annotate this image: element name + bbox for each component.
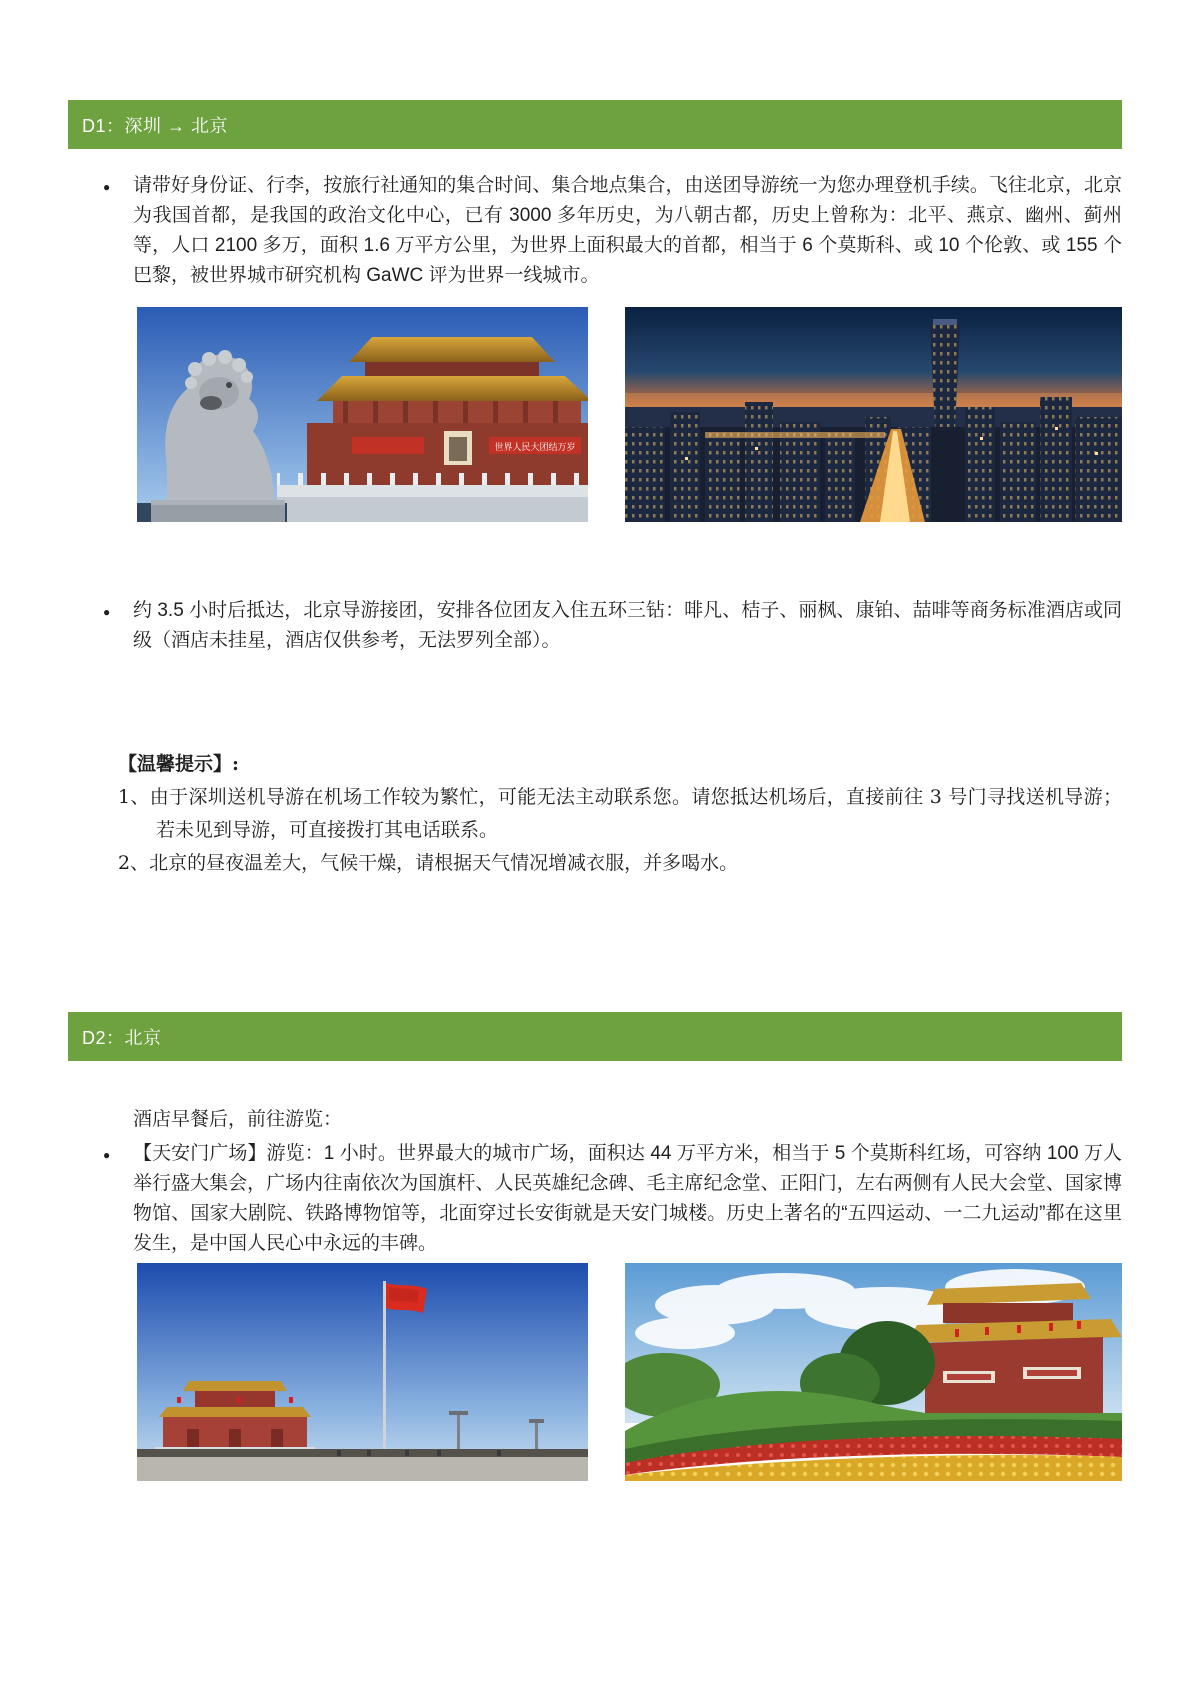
d1-arrival-bullet bbox=[103, 596, 1122, 656]
day-section-d1 bbox=[68, 100, 1122, 880]
tiananmen-flowers-photo bbox=[625, 1263, 1122, 1481]
d1-tips-block bbox=[118, 748, 1122, 880]
d1-flight-bullet bbox=[103, 171, 1122, 291]
tiananmen-lion-photo bbox=[137, 307, 588, 522]
bullet-icon: ● bbox=[103, 605, 111, 619]
tips-title: 【温馨提示】: bbox=[118, 753, 240, 775]
d2-photo-row bbox=[137, 1263, 1122, 1481]
d2-intro-text: 酒店早餐后，前往游览： bbox=[133, 1109, 343, 1130]
d1-header-bar bbox=[68, 100, 1122, 149]
d2-header-label: D2：北京 bbox=[82, 1027, 162, 1048]
tip-item-2: 2、北京的昼夜温差大，气候干燥，请根据天气情况增减衣服，并多喝水。 bbox=[118, 852, 739, 874]
page-content bbox=[68, 100, 1122, 1481]
flag-square-photo bbox=[137, 1263, 588, 1481]
d2-header-bar bbox=[68, 1012, 1122, 1061]
tip-item-1: 1、由于深圳送机导游在机场工作较为繁忙，可能无法主动联系您。请您抵达机场后，直接前往 3 号门寻找送机导游；若未见到导游，可直接拨打其电话联系。 bbox=[118, 786, 1122, 841]
d2-square-bullet bbox=[103, 1139, 1122, 1259]
d1-flight-text: 请带好身份证、行李，按旅行社通知的集合时间、集合地点集合，由送团导游统一为您办理登机手续。飞往北京，北京为我国首都，是我国的政治文化中心，已有 3000 多年历史，为八朝古都，历史上曾称为：北平、燕京、幽州、蓟州等，人口 2100 多万，面积 1.6 万平方公里，为世界上面积最大的首都，相当于 6 个莫斯科、或 10 个伦敦、或 155 个巴黎，被世界城市研究机构 GaWC 评为世界一线城市。 bbox=[133, 175, 1122, 286]
d1-arrival-text: 约 3.5 小时后抵达，北京导游接团，安排各位团友入住五环三钻：啡凡、桔子、丽枫、康铂、喆啡等商务标准酒店或同级（酒店未挂星，酒店仅供参考，无法罗列全部）。 bbox=[133, 600, 1122, 651]
banner-text: 世界人民大团结万岁 bbox=[494, 442, 576, 452]
d1-header-label: D1：深圳 → 北京 bbox=[82, 115, 229, 136]
d1-photo-row bbox=[137, 307, 1122, 522]
bullet-icon: ● bbox=[103, 1148, 111, 1162]
beijing-night-skyline-photo bbox=[625, 307, 1122, 522]
d2-square-text: 【天安门广场】游览：1 小时。世界最大的城市广场，面积达 44 万平方米，相当于 5 个莫斯科红场，可容纳 100 万人举行盛大集会，广场内往南依次为国旗杆、人民英雄纪念碑、毛主席纪念堂、正阳门，左右两侧有人民大会堂、国家博物馆、国家大剧院、铁路博物馆等，北面穿过长安街就是天安门城楼。历史上著名的“五四运动、一二九运动”都在这里发生，是中国人民心中永远的丰碑。 bbox=[133, 1143, 1122, 1254]
bullet-icon: ● bbox=[103, 180, 111, 194]
day-section-d2 bbox=[68, 1012, 1122, 1481]
